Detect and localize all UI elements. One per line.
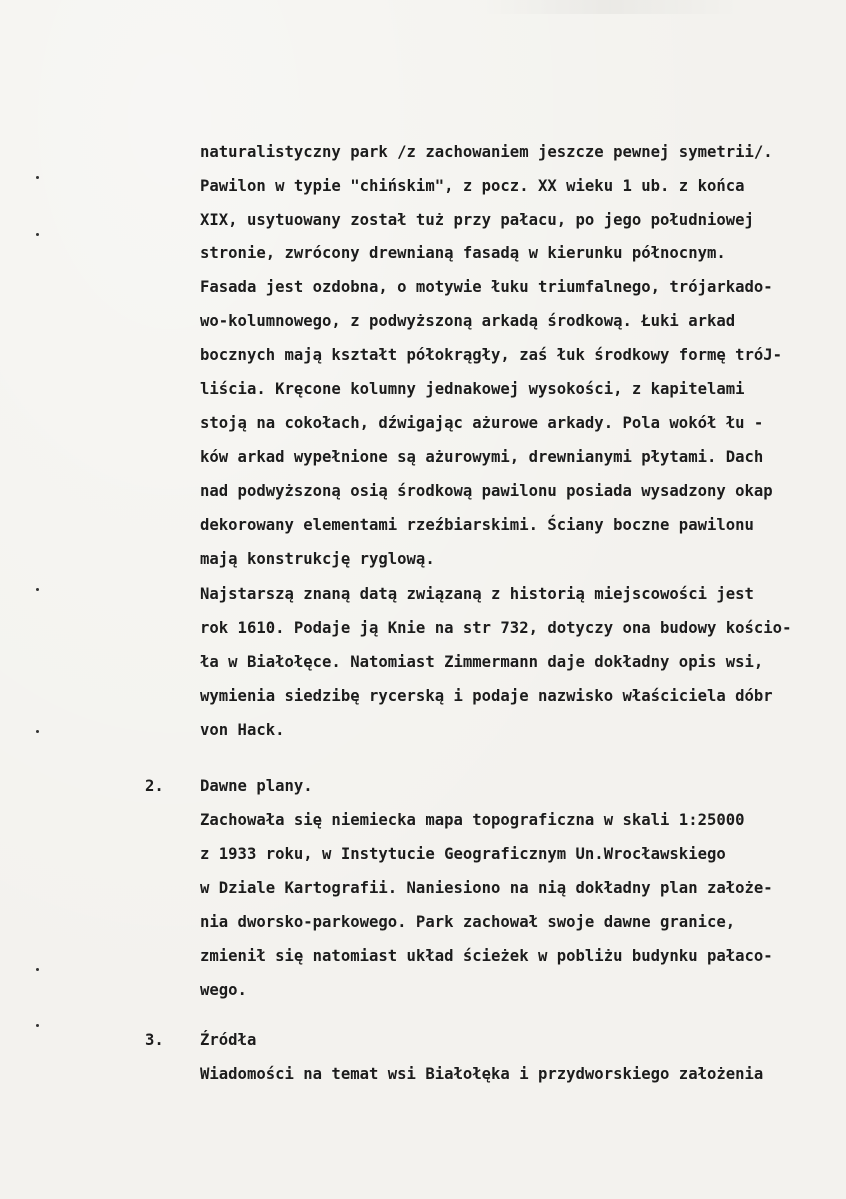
margin-mark — [36, 1024, 39, 1027]
section-number: 3. — [145, 1031, 164, 1049]
text-line: Zachowała się niemiecka mapa topograficzna w skali 1:25000 — [200, 811, 745, 829]
margin-mark — [36, 588, 39, 591]
text-line: Najstarszą znaną datą związaną z historią miejscowości jest — [200, 585, 754, 603]
text-line: rok 1610. Podaje ją Knie na str 732, dotyczy ona budowy kościo- — [200, 619, 792, 637]
text-line: Fasada jest ozdobna, o motywie łuku triumfalnego, trójarkado- — [200, 278, 773, 296]
margin-mark — [36, 968, 39, 971]
text-line: liścia. Kręcone kolumny jednakowej wysokości, z kapitelami — [200, 380, 745, 398]
text-line: Pawilon w typie "chińskim", z pocz. XX wieku 1 ub. z końca — [200, 177, 745, 195]
text-line: ków arkad wypełnione są ażurowymi, drewnianymi płytami. Dach — [200, 448, 764, 466]
text-line: z 1933 roku, w Instytucie Geograficznym Un.Wrocławskiego — [200, 845, 726, 863]
text-line: nia dworsko-parkowego. Park zachował swoje dawne granice, — [200, 913, 736, 931]
text-line: wego. — [200, 981, 247, 999]
text-line: naturalistyczny park /z zachowaniem jeszcze pewnej symetrii/. — [200, 143, 773, 161]
section-heading: Źródła — [200, 1031, 257, 1049]
text-line: stoją na cokołach, dźwigając ażurowe arkady. Pola wokół łu - — [200, 414, 764, 432]
margin-mark — [36, 176, 39, 179]
text-line: mają konstrukcję ryglową. — [200, 550, 435, 568]
text-line: wymienia siedzibę rycerską i podaje nazwisko właściciela dóbr — [200, 687, 773, 705]
section-number: 2. — [145, 777, 164, 795]
section-heading: Dawne plany. — [200, 777, 313, 795]
text-line: ła w Białołęce. Natomiast Zimmermann daje dokładny opis wsi, — [200, 653, 764, 671]
text-line: stronie, zwrócony drewnianą fasadą w kierunku północnym. — [200, 244, 726, 262]
text-line: bocznych mają kształt półokrągły, zaś łuk środkowy formę tróJ- — [200, 346, 783, 364]
text-line: zmienił się natomiast układ ścieżek w pobliżu budynku pałaco- — [200, 947, 773, 965]
text-line: von Hack. — [200, 721, 285, 739]
top-smudge — [480, 0, 740, 14]
text-line: nad podwyższoną osią środkową pawilonu posiada wysadzony okap — [200, 482, 773, 500]
text-line: dekorowany elementami rzeźbiarskimi. Ściany boczne pawilonu — [200, 516, 754, 534]
text-line: Wiadomości na temat wsi Białołęka i przydworskiego założenia — [200, 1065, 764, 1083]
text-line: wo-kolumnowego, z podwyższoną arkadą środkową. Łuki arkad — [200, 312, 736, 330]
margin-mark — [36, 730, 39, 733]
margin-mark — [36, 233, 39, 236]
text-line: XIX, usytuowany został tuż przy pałacu, po jego południowej — [200, 211, 754, 229]
text-line: w Dziale Kartografii. Naniesiono na nią dokładny plan założe- — [200, 879, 773, 897]
